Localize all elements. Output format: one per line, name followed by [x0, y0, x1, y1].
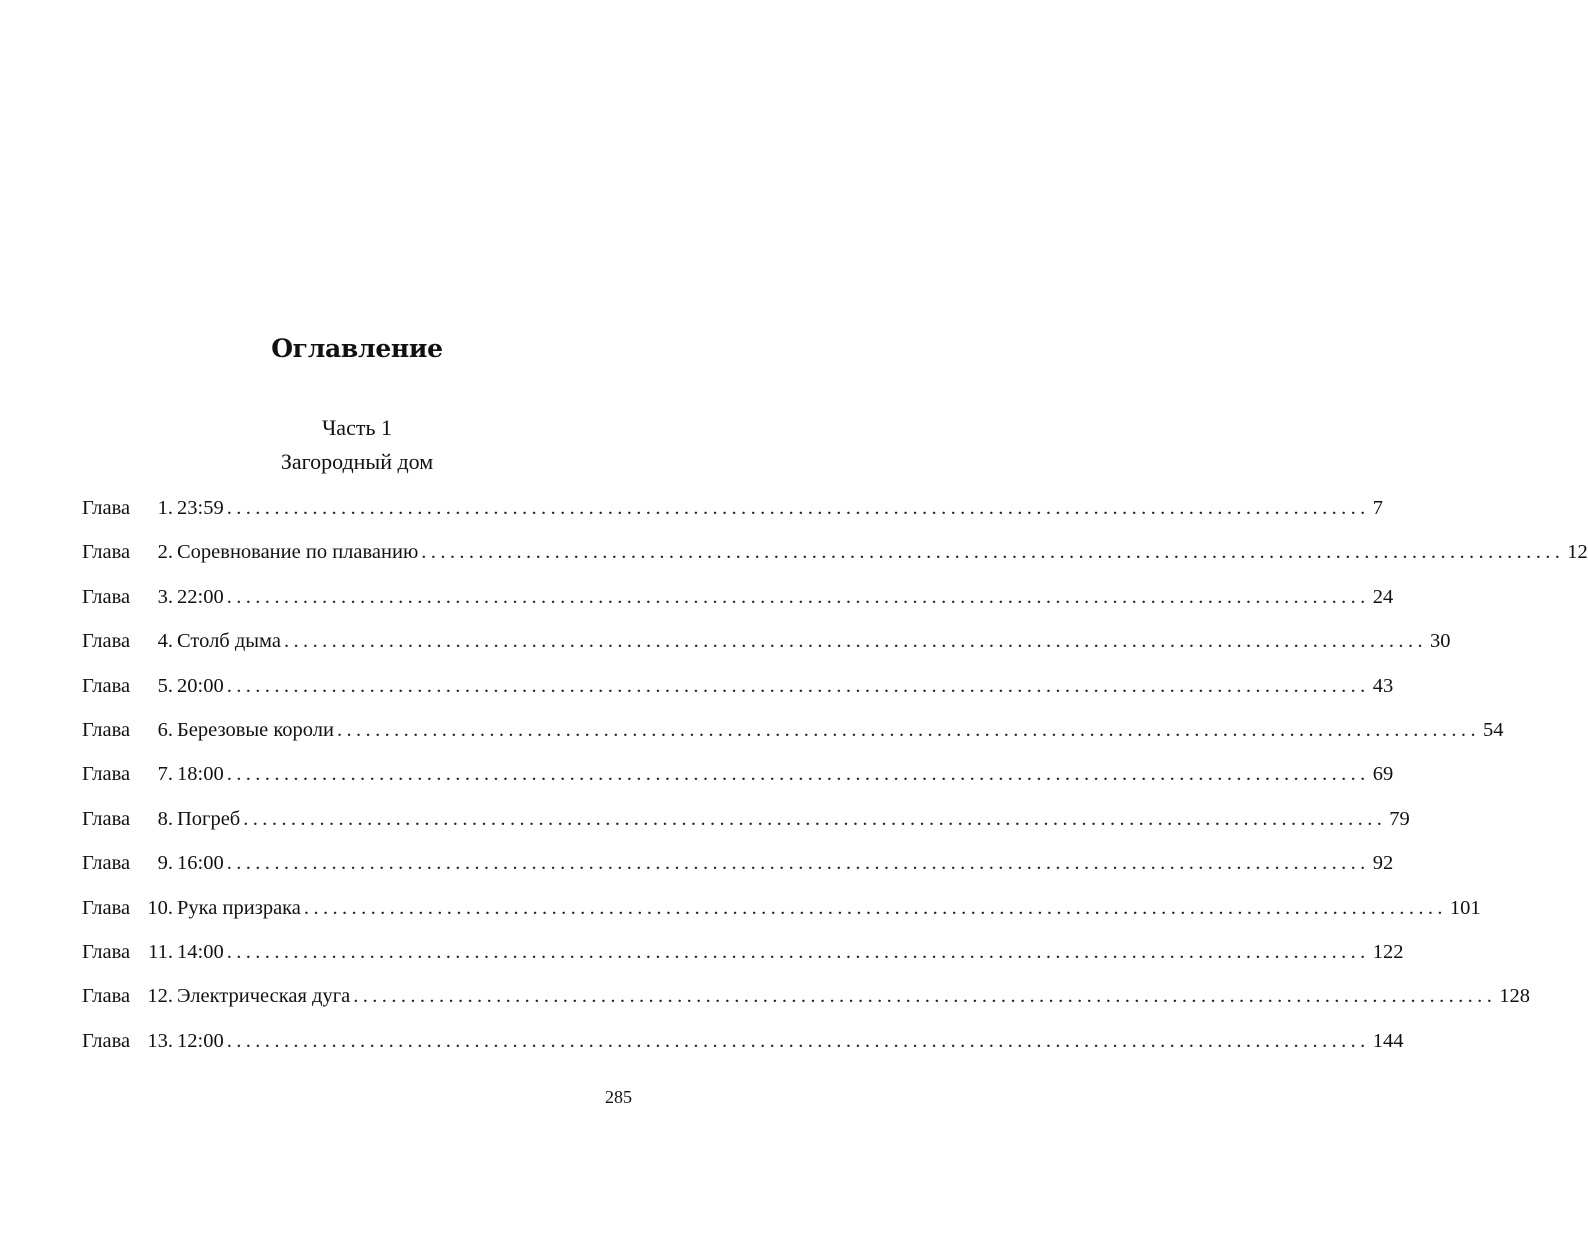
toc-entry[interactable] — [82, 940, 1404, 986]
toc-entry[interactable] — [82, 497, 1383, 542]
page-title: Оглавление — [271, 334, 443, 363]
chapter-page: 122 — [1372, 940, 1404, 963]
toc-entry[interactable] — [82, 763, 1394, 808]
chapter-word: Глава — [82, 1029, 131, 1052]
chapter-page: 92 — [1372, 852, 1394, 875]
chapter-number: 11. — [148, 940, 173, 963]
toc-entry[interactable] — [82, 630, 1451, 675]
chapter-page: 144 — [1372, 1029, 1404, 1052]
chapter-number: 6. — [157, 718, 173, 741]
chapter-word: Глава — [82, 541, 131, 564]
chapter-number: 1. — [157, 497, 173, 519]
chapter-word: Глава — [82, 985, 131, 1008]
chapter-page: 30 — [1430, 630, 1451, 653]
chapter-title: 22:00 — [177, 585, 224, 608]
dot-leader: ........................................................................................................................ — [226, 852, 1370, 875]
chapter-page: 101 — [1449, 896, 1481, 919]
part-name: Загородный дом — [280, 449, 434, 474]
toc-entry[interactable] — [82, 541, 1588, 586]
chapter-page: 12 — [1567, 541, 1588, 564]
chapter-number: 3. — [157, 585, 173, 608]
toc-entry[interactable] — [82, 674, 1394, 720]
dot-leader: ........................................................................................................................ — [243, 807, 1387, 830]
chapter-word: Глава — [82, 674, 131, 697]
dot-leader: ........................................................................................................................ — [226, 585, 1370, 608]
chapter-title: 16:00 — [177, 852, 224, 875]
chapter-title: Соревнование по плаванию — [177, 541, 419, 564]
chapter-number: 8. — [157, 807, 173, 830]
dot-leader: ........................................................................................................................ — [226, 940, 1370, 963]
chapter-title: Электрическая дуга — [177, 985, 351, 1008]
chapter-word: Глава — [82, 852, 131, 875]
chapter-number: 2. — [157, 541, 173, 564]
chapter-word: Глава — [82, 763, 131, 786]
chapter-page: 43 — [1372, 674, 1394, 697]
dot-leader: ........................................................................................................................ — [226, 497, 1370, 519]
chapter-number: 10. — [147, 896, 173, 919]
dot-leader: ........................................................................................................................ — [226, 763, 1370, 786]
toc-entry[interactable] — [82, 585, 1394, 631]
dot-leader: ........................................................................................................................ — [226, 1029, 1370, 1052]
toc-entry[interactable] — [82, 718, 1504, 764]
chapter-word: Глава — [82, 807, 131, 830]
chapter-number: 4. — [157, 630, 173, 653]
table-of-contents — [82, 497, 1588, 1075]
chapter-number: 7. — [157, 763, 173, 786]
page-number: 285 — [605, 1087, 632, 1107]
dot-leader: ........................................................................................................................ — [284, 630, 1427, 653]
dot-leader: ........................................................................................................................ — [421, 541, 1565, 564]
dot-leader: ........................................................................................................................ — [353, 985, 1497, 1008]
chapter-word: Глава — [82, 718, 131, 741]
chapter-word: Глава — [82, 630, 131, 653]
chapter-title: 20:00 — [177, 674, 224, 697]
chapter-word: Глава — [82, 940, 131, 963]
toc-entry[interactable] — [82, 1029, 1404, 1075]
chapter-page: 79 — [1389, 807, 1410, 830]
chapter-page: 7 — [1372, 497, 1383, 519]
chapter-number: 5. — [157, 674, 173, 697]
chapter-title: 18:00 — [177, 763, 224, 786]
chapter-word: Глава — [82, 585, 131, 608]
chapter-title: Погреб — [177, 807, 241, 830]
part-number: Часть 1 — [322, 415, 392, 440]
chapter-title: Березовые короли — [177, 718, 334, 741]
chapter-title: Рука призрака — [177, 896, 301, 919]
chapter-page: 128 — [1499, 985, 1530, 1008]
dot-leader: ........................................................................................................................ — [303, 896, 1447, 919]
chapter-title: 12:00 — [177, 1029, 224, 1052]
chapter-title: 14:00 — [177, 940, 224, 963]
dot-leader: ........................................................................................................................ — [336, 718, 1480, 741]
chapter-page: 69 — [1372, 763, 1394, 786]
chapter-number: 13. — [147, 1029, 173, 1052]
chapter-page: 24 — [1372, 585, 1394, 608]
chapter-word: Глава — [82, 497, 131, 519]
chapter-number: 12. — [147, 985, 173, 1008]
chapter-title: Столб дыма — [177, 630, 281, 653]
chapter-number: 9. — [157, 852, 173, 875]
chapter-page: 54 — [1482, 718, 1504, 741]
toc-entry[interactable] — [82, 985, 1530, 1030]
toc-entry[interactable] — [82, 852, 1394, 897]
toc-entry[interactable] — [82, 807, 1410, 853]
dot-leader: ........................................................................................................................ — [226, 674, 1370, 697]
chapter-title: 23:59 — [177, 497, 224, 519]
chapter-word: Глава — [82, 896, 131, 919]
toc-entry[interactable] — [82, 896, 1481, 942]
